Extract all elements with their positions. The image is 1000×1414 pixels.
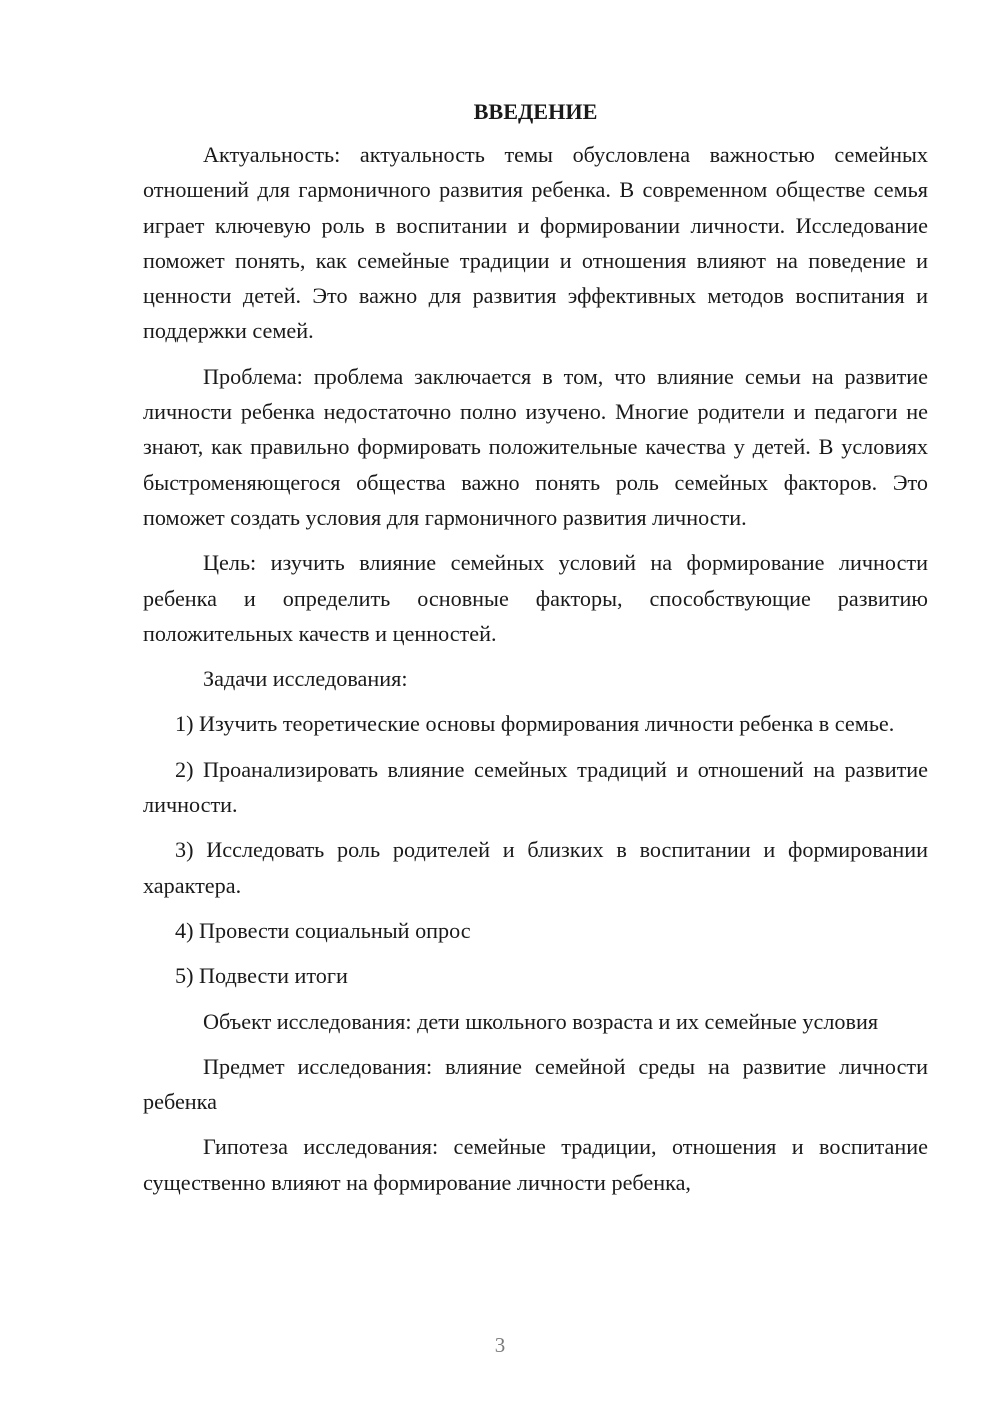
task-item-4: 4) Провести социальный опрос <box>175 917 471 943</box>
object-paragraph: Объект исследования: дети школьного возраста и их семейные условия <box>203 1008 879 1034</box>
subject-paragraph: Предмет исследования: влияние семейной среды на развитие личности ребенка <box>143 1053 928 1115</box>
task-item-5: 5) Подвести итоги <box>175 963 348 989</box>
task-item-2: 2) Проанализировать влияние семейных традиций и отношений на развитие личности. <box>143 756 928 818</box>
page-content <box>143 96 928 1210</box>
tasks-heading: Задачи исследования: <box>203 666 408 692</box>
task-item-3: 3) Исследовать роль родителей и близких в воспитании и формировании характера. <box>143 837 928 898</box>
problem-paragraph: Проблема: проблема заключается в том, что влияние семьи на развитие личности ребенка недостаточно полно изучено. Многие родители и педагоги не знают, как правильно формировать положительные качества у детей. В условиях быстроменяющегося общества важно понять роль семейных факторов. Это поможет создать условия для гармоничного развития личности. <box>143 363 928 530</box>
task-item-1: 1) Изучить теоретические основы формирования личности ребенка в семье. <box>175 711 895 737</box>
relevance-paragraph: Актуальность: актуальность темы обусловлена важностью семейных отношений для гармоничного развития ребенка. В современном обществе семья играет ключевую роль в воспитании и формировании личности. Исследование поможет понять, как семейные традиции и отношения влияют на поведение и ценности детей. Это важно для развития эффективных методов воспитания и поддержки семей. <box>143 142 928 344</box>
page-title: ВВЕДЕНИЕ <box>473 99 598 124</box>
page-number: 3 <box>494 1333 506 1357</box>
goal-paragraph: Цель: изучить влияние семейных условий на формирование личности ребенка и определить основные факторы, способствующие развитию положительных качеств и ценностей. <box>143 550 928 646</box>
hypothesis-paragraph: Гипотеза исследования: семейные традиции, отношения и воспитание существенно влияют на формирование личности ребенка, <box>143 1134 928 1195</box>
